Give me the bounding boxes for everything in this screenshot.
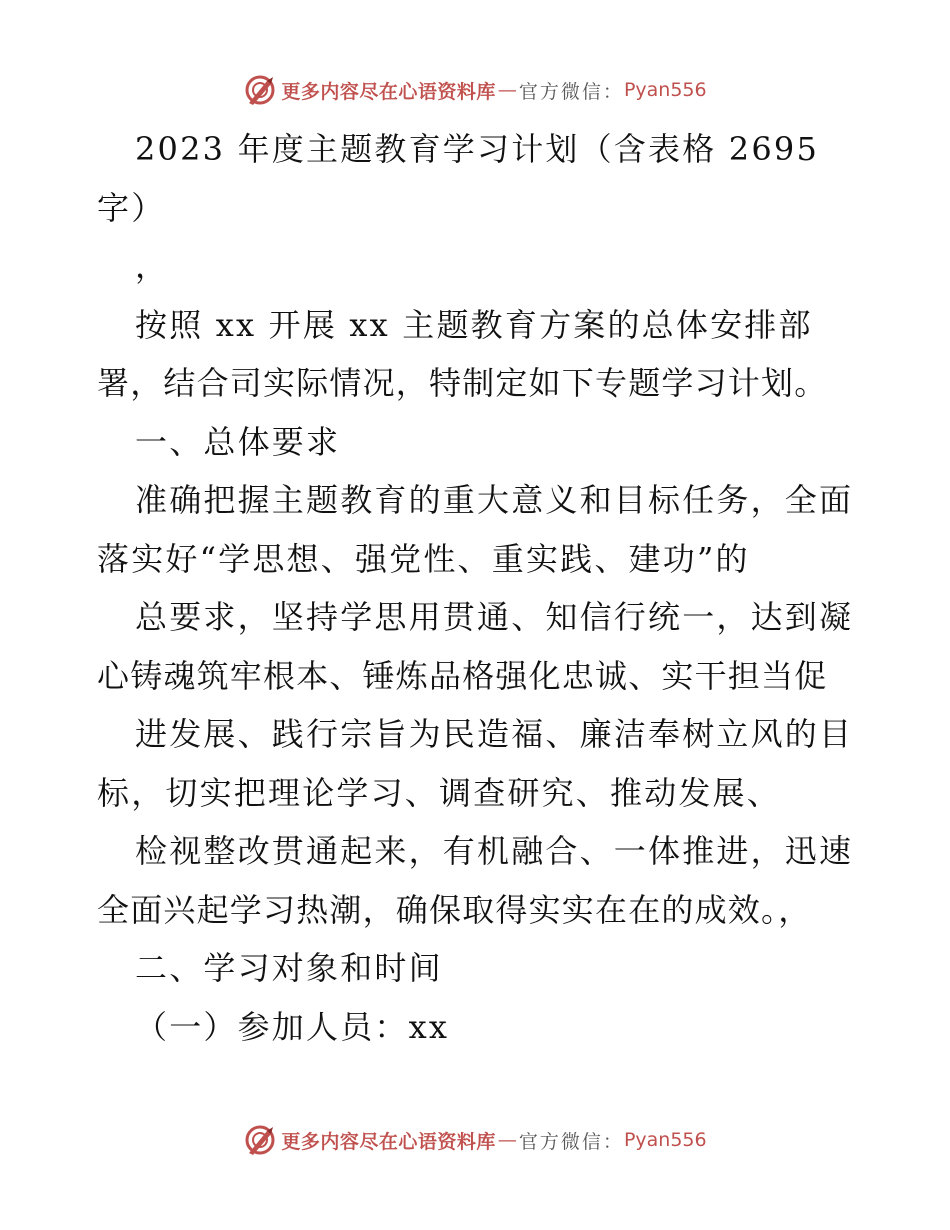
paragraph-line: 全面兴起学习热潮，确保取得实实在在的成效。，	[97, 890, 812, 929]
footer-watermark	[0, 1120, 950, 1160]
paragraph-line: 进发展、践行宗旨为民造福、廉洁奉树立风的目	[135, 715, 854, 753]
watermark-wechat-label: 官方微信：	[518, 80, 624, 103]
watermark-wechat-id: Pyan556	[623, 79, 707, 101]
document-title-line-2: 字）	[97, 188, 166, 227]
header-watermark	[0, 70, 950, 110]
paragraph-line: 心铸魂筑牢根本、锤炼品格强化忠诚、实干担当促	[97, 656, 828, 695]
watermark-dash: —	[497, 1129, 517, 1151]
section-heading-1: 一、总体要求	[135, 422, 341, 461]
paragraph-line: 按照 xx 开展 xx 主题教育方案的总体安排部	[135, 305, 813, 344]
paragraph-line: 落实好“学思想、强党性、重实践、建功”的	[97, 539, 750, 578]
watermark-wechat-label: 官方微信：	[518, 1130, 624, 1153]
stray-comma-line: ，	[135, 247, 170, 285]
watermark-wechat-id: Pyan556	[623, 1129, 707, 1151]
pen-logo-icon	[243, 1123, 277, 1157]
subsection-participants: （一）参加人员：xx	[135, 1007, 450, 1046]
document-body	[97, 120, 857, 1056]
paragraph-line: 总要求，坚持学思用贯通、知信行统一，达到凝	[135, 598, 854, 636]
watermark-site-text: 更多内容尽在心语资料库	[281, 80, 496, 103]
watermark-site-text: 更多内容尽在心语资料库	[281, 1130, 496, 1153]
watermark-dash: —	[497, 79, 517, 101]
section-heading-2: 二、学习对象和时间	[135, 949, 443, 987]
paragraph-line: 检视整改贯通起来，有机融合、一体推进，迅速	[135, 832, 854, 870]
document-title-line-1: 2023 年度主题教育学习计划（含表格 2695	[135, 130, 820, 168]
paragraph-line: 标，切实把理论学习、调查研究、推动发展、	[97, 773, 782, 812]
paragraph-line: 署，结合司实际情况，特制定如下专题学习计划。	[97, 364, 828, 402]
pen-logo-icon	[243, 73, 277, 107]
paragraph-line: 准确把握主题教育的重大意义和目标任务，全面	[135, 481, 854, 519]
